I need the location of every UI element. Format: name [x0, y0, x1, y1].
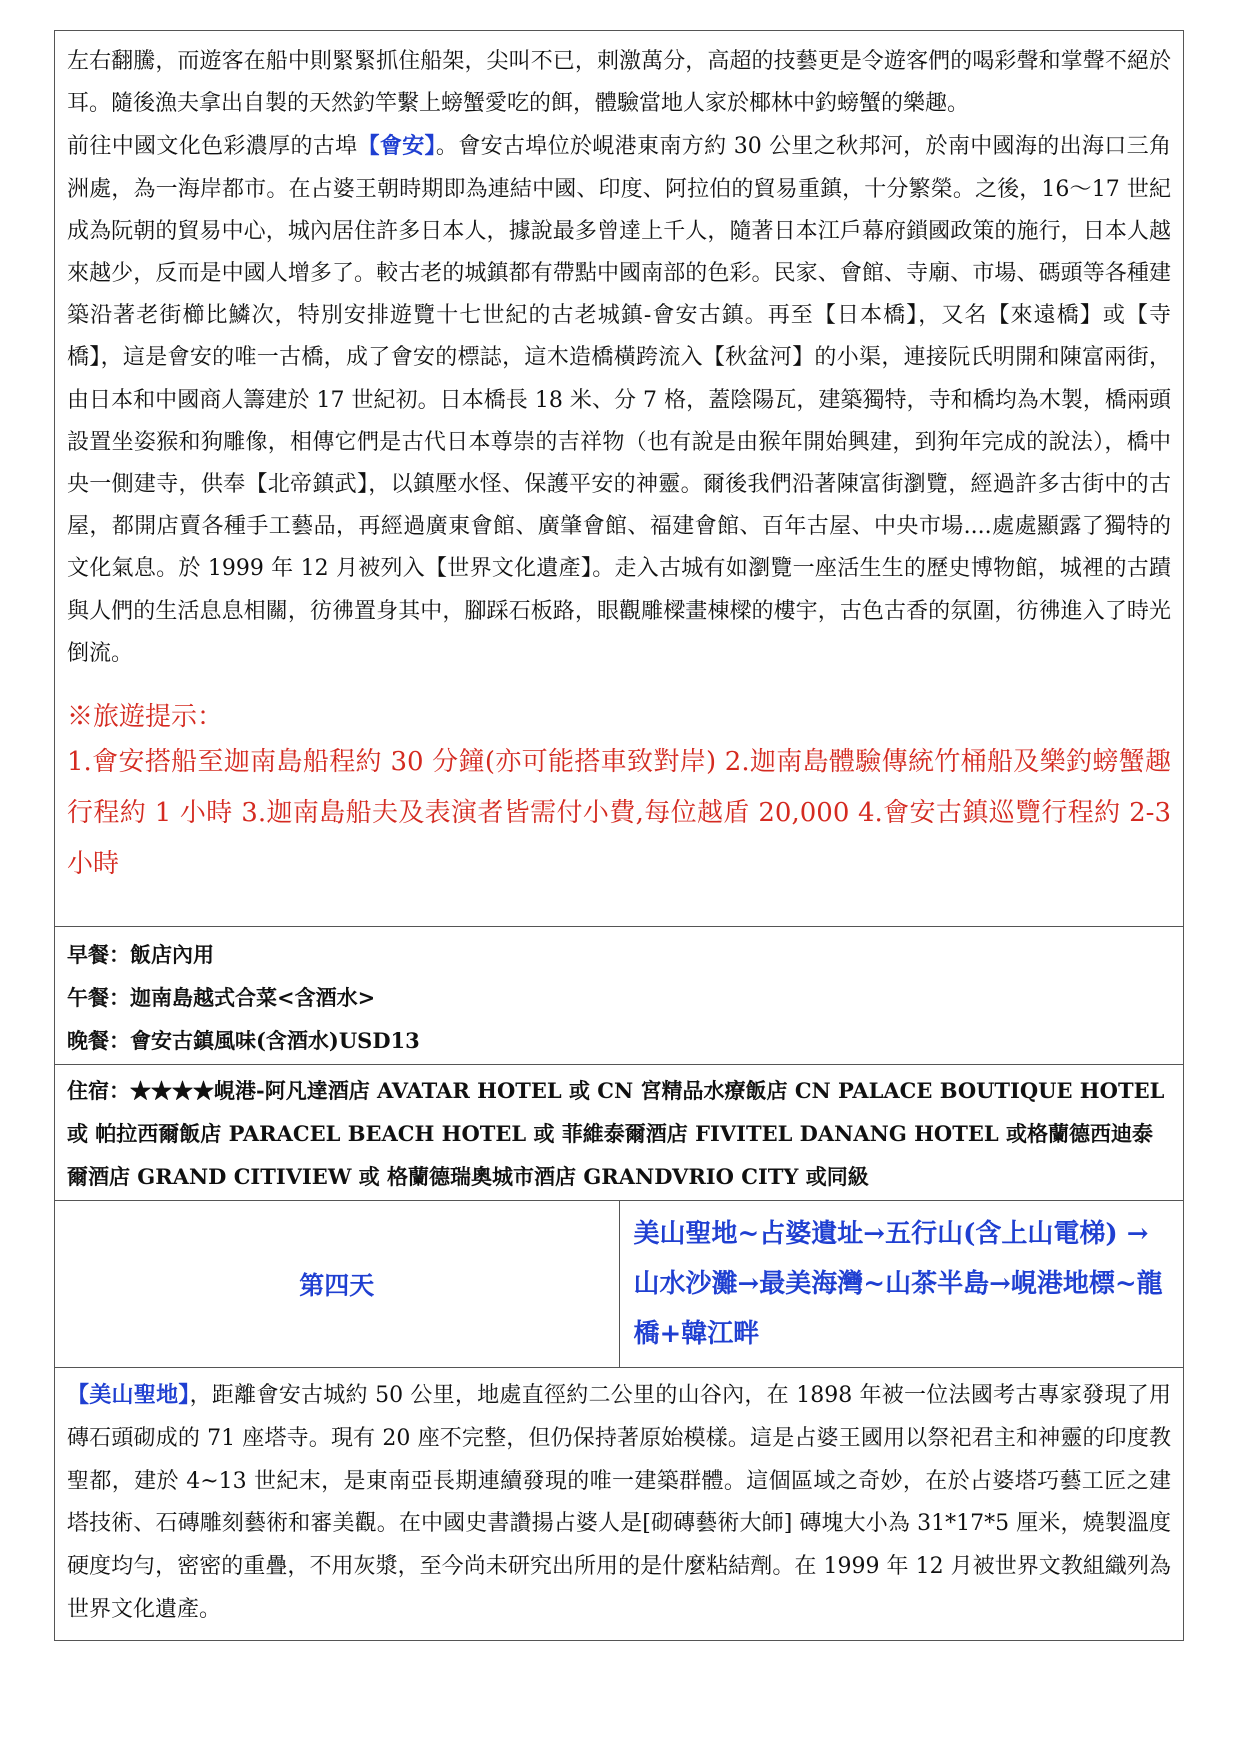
meals-cell	[55, 927, 1184, 1065]
hotel-cell: 住宿：★★★★峴港-阿凡達酒店 AVATAR HOTEL 或 CN 宮精品水療飯店 CN PALACE BOUTIQUE HOTEL 或 帕拉西爾飯店 PARACEL BEACH HOTEL 或 菲維泰爾酒店 FIVITEL DANANG HOTEL 或格蘭德西迪泰爾酒店 GRAND CITIVIEW 或 格蘭德瑞奧城市酒店 GRANDVRIO CITY 或同級	[55, 1065, 1184, 1201]
my-son-description-cell	[55, 1368, 1184, 1641]
day4-description-row	[55, 1368, 1184, 1641]
hoian-paragraph	[67, 125, 1171, 675]
my-son-body-text: ，距離會安古城約 50 公里，地處直徑約二公里的山谷內，在 1898 年被一位法國考古專家發現了用磚石頭砌成的 71 座塔寺。現有 20 座不完整，但仍保持著原始模樣。這是占婆王國用以祭祀君主和神靈的印度教聖都，建於 4~13 世紀末，是東南亞長期連續發現的唯一建築群體。這個區域之奇妙，在於占婆塔巧藝工匠之建塔技術、石磚雕刻藝術和審美觀。在中國史書讚揚占婆人是[砌磚藝術大師] 磚塊大小為 31*17*5 厘米，燒製溫度硬度均勻，密密的重疊，不用灰漿，至今尚未研究出所用的是什麼粘結劑。在 1999 年 12 月被世界文教組織列為世界文化遺產。	[67, 1383, 1171, 1623]
breakfast-line: 早餐：飯店內用	[67, 942, 214, 968]
travel-tips-body: 1.會安搭船至迦南島船程約 30 分鐘(亦可能搭車致對岸) 2.迦南島體驗傳統竹桶船及樂釣螃蟹趣行程約 1 小時 3.迦南島船夫及表演者皆需付小費,每位越盾 20,000 4.會安古鎮巡覽行程約 2-3 小時	[67, 747, 1171, 880]
meals-row	[55, 927, 1184, 1065]
itinerary-table	[54, 30, 1184, 1641]
hoian-description-cell	[55, 31, 1184, 927]
itinerary-page	[54, 30, 1184, 1641]
day4-header-row	[55, 1201, 1184, 1368]
travel-tips-title: ※旅遊提示：	[67, 702, 224, 733]
hoian-intro-text: 前往中國文化色彩濃厚的古埠	[67, 134, 358, 160]
hoian-highlight: 【會安】	[357, 133, 436, 160]
day4-label: 第四天	[55, 1201, 620, 1368]
hoian-body-text: 。會安古埠位於峴港東南方約 30 公里之秋邦河，於南中國海的出海口三角洲處，為一海岸都市。在占婆王朝時期即為連結中國、印度、阿拉伯的貿易重鎮，十分繁榮。之後，16～17 世紀成為阮朝的貿易中心，城內居住許多日本人，據說最多曾達上千人，隨著日本江戶幕府鎖國政策的施行，日本人越來越少，反而是中國人增多了。較古老的城鎮都有帶點中國南部的色彩。民家、會館、寺廟、市場、碼頭等各種建築沿著老街櫛比鱗次，特別安排遊覽十七世紀的古老城鎮-會安古鎮。再至【日本橋】，又名【來遠橋】或【寺橋】，這是會安的唯一古橋，成了會安的標誌，這木造橋橫跨流入【秋盆河】的小渠，連接阮氏明開和陳富兩街，由日本和中國商人籌建於 17 世紀初。日本橋長 18 米、分 7 格，蓋陰陽瓦，建築獨特，寺和橋均為木製，橋兩頭設置坐姿猴和狗雕像，相傳它們是古代日本尊崇的吉祥物（也有說是由猴年開始興建，到狗年完成的說法），橋中央一側建寺，供奉【北帝鎮武】，以鎮壓水怪、保護平安的神靈。爾後我們沿著陳富街瀏覽，經過許多古街中的古屋，都開店賣各種手工藝品，再經過廣東會館、廣肇會館、福建會館、百年古屋、中央市場....處處顯露了獨特的文化氣息。於 1999 年 12 月被列入【世界文化遺產】。走入古城有如瀏覽一座活生生的歷史博物館，城裡的古蹟與人們的生活息息相關，彷彿置身其中，腳踩石板路，眼觀雕樑畫棟樑的樓宇，古色古香的氛圍，彷彿進入了時光倒流。	[67, 134, 1171, 666]
my-son-highlight: 【美山聖地】	[67, 1382, 190, 1409]
hoian-description-row	[55, 31, 1184, 927]
hotel-row	[55, 1065, 1184, 1201]
cam-thanh-paragraph: 左右翻騰，而遊客在船中則緊緊抓住船架，尖叫不已，刺激萬分，高超的技藝更是令遊客們的喝彩聲和掌聲不絕於耳。隨後漁夫拿出自製的天然釣竿繫上螃蟹愛吃的餌，體驗當地人家於椰林中釣螃蟹的樂趣。	[67, 49, 1171, 117]
day4-route: 美山聖地~占婆遺址→五行山(含上山電梯) →山水沙灘→最美海灣~山茶半島→峴港地標~龍橋+韓江畔	[619, 1201, 1184, 1368]
lunch-line: 午餐：迦南島越式合菜<含酒水>	[67, 985, 376, 1011]
dinner-line: 晚餐：會安古鎮風味(含酒水)USD13	[67, 1028, 420, 1054]
